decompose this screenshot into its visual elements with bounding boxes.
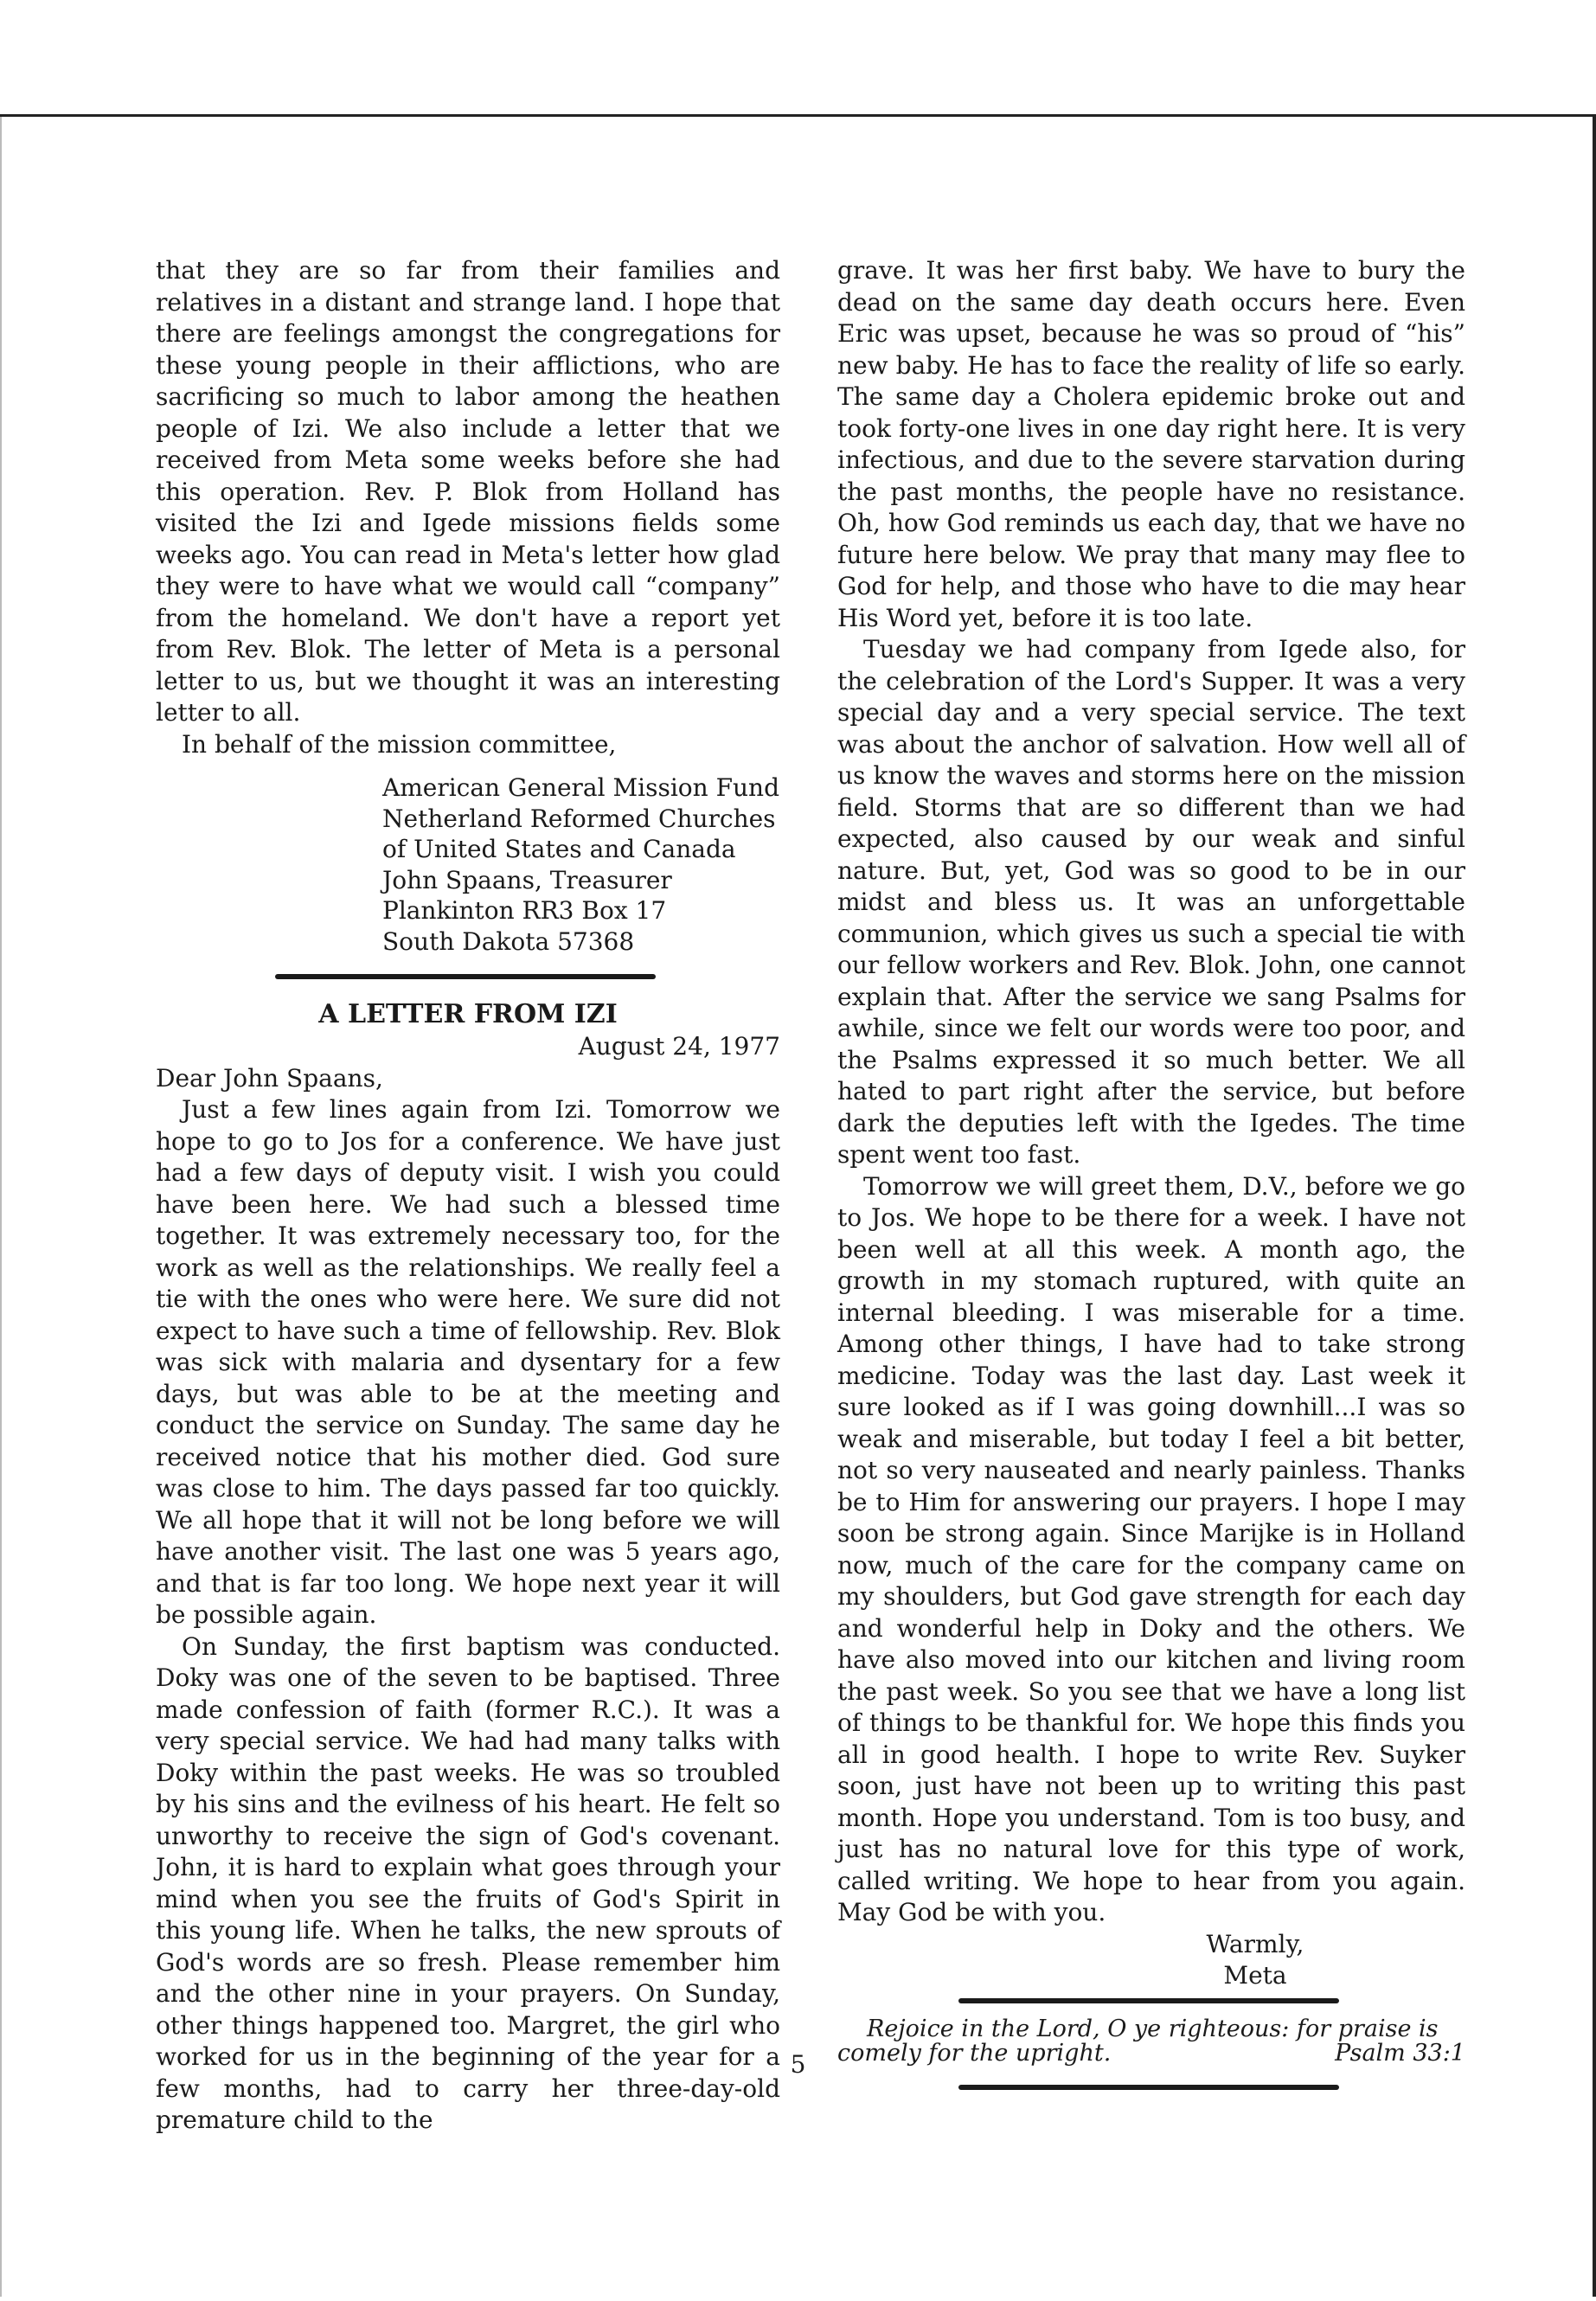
- left-page-edge: [0, 117, 2, 2297]
- verse-line: Rejoice in the Lord, O ye righteous: for praise is: [867, 2015, 1439, 2042]
- letter-paragraph: On Sunday, the first baptism was conducted. Doky was one of the seven to be baptised. Three made confession of faith (former R.C.). It was a very special service. We had had many talks with Doky within the past weeks. He was so troubled by his sins and the evilness of his heart. He felt so unworthy to receive the sign of God's covenant. John, it is hard to explain what goes through your mind when you see the fruits of God's Spirit in this young life. When he talks, the new sprouts of God's words are so fresh. Please remember him and the other nine in your prayers. On Sunday, other things happened too. Margret, the girl who worked for us in the beginning of the year for a few months, had to carry her three-day-old premature child to the: [156, 1631, 780, 2134]
- mailing-address: [382, 772, 780, 957]
- letter-heading: A LETTER FROM IZI: [318, 999, 618, 1029]
- letter-date: August 24, 1977: [578, 1032, 780, 1061]
- letter-paragraph: grave. It was her first baby. We have to bury the dead on the same day death occurs here. Even Eric was upset, because he was so proud of “his” new baby. He has to face the reality of life so early. The same day a Cholera epidemic broke out and took forty-one lives in one day right here. It is very infectious, and due to the severe starvation during the past months, the people have no resistance. Oh, how God reminds us each day, that we have no future here below. We pray that many may flee to God for help, and those who have to die may hear His Word yet, before it is too late.: [837, 256, 1465, 632]
- behalf-line: In behalf of the mission committee,: [182, 729, 617, 759]
- letter-paragraph: Tomorrow we will greet them, D.V., before we go to Jos. We hope to be there for a week. I have not been well at all this week. A month ago, the growth in my stomach ruptured, with quite an internal bleeding. I was miserable for a time. Among other things, I have had to take strong medicine. Today was the last day. Last week it sure looked as if I was going downhill...I was so weak and miserable, but today I feel a bit better, not so very nauseated and nearly painless. Thanks be to Him for answering our prayers. I hope I may soon be strong again. Since Marijke is in Holland now, much of the care for the company came on my shoulders, but God gave strength for each day and wonderful help in Doky and the others. We have also moved into our kitchen and living room the past week. So you see that we have a long list of things to be thankful for. We hope this finds you all in good health. I hope to write Rev. Suyker soon, just have not been up to writing this past month. Hope you understand. Tom is too busy, and just has no natural love for this type of work, called writing. We hope to hear from you again. May God be with you.: [837, 1171, 1465, 1926]
- intro-paragraph: that they are so far from their families and relatives in a distant and strange land. I hope that there are feelings amongst the congregations for these young people in their afflictions, who are sacrificing so much to labor among the heathen people of Izi. We also include a letter that we received from Meta some weeks before she had this operation. Rev. P. Blok from Holland has visited the Izi and Igede missions fields some weeks ago. You can read in Meta's letter how glad they were to have what we would call “company” from the homeland. We don't have a report yet from Rev. Blok. The letter of Meta is a personal letter to us, but we thought it was an interesting letter to all.: [156, 256, 780, 727]
- top-border-rule: [0, 114, 1596, 117]
- letter-paragraph: Just a few lines again from Izi. Tomorrow we hope to go to Jos for a conference. We have just had a few days of deputy visit. I wish you could have been here. We had such a blessed time together. It was extremely necessary too, for the work as well as the relationships. We really feel a tie with the ones who were here. We sure did not expect to have such a time of fellowship. Rev. Blok was sick with malaria and dysentary for a few days, but was able to be at the meeting and conduct the service on Sunday. The same day he received notice that his mother died. God sure was close to him. The days passed far too quickly. We all hope that it will not be long before we will have another visit. The last one was 5 years ago, and that is far too long. We hope next year it will be possible again.: [156, 1095, 780, 1629]
- page-number: 5: [790, 2050, 806, 2079]
- verse-reference: Psalm 33:1: [1335, 2039, 1465, 2067]
- section-divider: [275, 974, 656, 979]
- left-column: [156, 255, 780, 2137]
- letter-paragraph: Tuesday we had company from Igede also, for the celebration of the Lord's Supper. It was a very special day and a very special service. The text was about the anchor of salvation. How well all of us know the waves and storms here on the mission field. Storms that are so different than we had expected, also caused by our weak and sinful nature. But, yet, God was so good to be in our midst and bless us. It was an unforgettable communion, which gives us such a special tie with our fellow workers and Rev. Blok. John, one cannot explain that. After the service we sang Psalms for awhile, since we felt our words were too poor, and the Psalms expressed it so much better. We all hated to part right after the service, but before dark the deputies left with the Igedes. The time spent went too fast.: [837, 635, 1465, 1169]
- address-line: Netherland Reformed Churches: [382, 804, 776, 833]
- address-line: of United States and Canada: [382, 835, 736, 863]
- address-line: South Dakota 57368: [382, 926, 635, 956]
- verse-divider-bottom: [958, 2085, 1339, 2090]
- verse-line: comely for the upright.: [837, 2039, 1112, 2067]
- address-line: John Spaans, Treasurer: [382, 865, 672, 894]
- salutation: Dear John Spaans,: [156, 1063, 383, 1093]
- right-column: [837, 255, 1465, 2090]
- right-page-edge: [1593, 117, 1596, 2297]
- verse-divider-top: [958, 1998, 1339, 2003]
- closing: Warmly,: [1206, 1929, 1304, 1958]
- address-line: Plankinton RR3 Box 17: [382, 896, 667, 925]
- signature: Meta: [1223, 1960, 1287, 1990]
- address-line: American General Mission Fund: [382, 773, 779, 802]
